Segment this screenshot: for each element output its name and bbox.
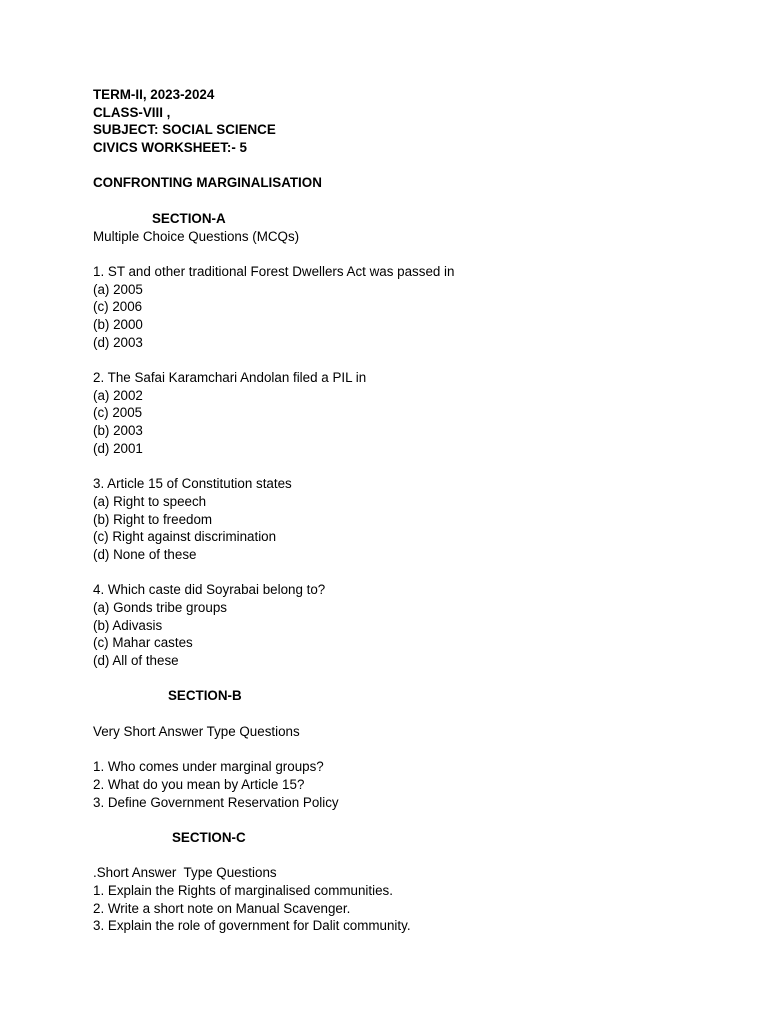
section-b-heading: SECTION-B: [168, 688, 242, 704]
mcq-option: (c) 2006: [93, 299, 143, 315]
mcq-option: (b) Adivasis: [93, 617, 163, 633]
spacer: [93, 192, 713, 210]
spacer: [93, 670, 713, 688]
mcq-option: (d) All of these: [93, 653, 179, 668]
short-question: 3. Define Government Reservation Policy: [93, 794, 339, 810]
mcq-option: (a) 2002: [93, 387, 143, 403]
spacer: [93, 157, 713, 175]
spacer: [93, 564, 713, 582]
spacer: [93, 811, 713, 829]
class-heading: CLASS-VIII ,: [93, 104, 171, 120]
short-answer-question: 3. Explain the role of government for Dalit community.: [93, 918, 411, 934]
mcq-option: (d) 2001: [93, 440, 143, 456]
spacer: [93, 705, 713, 723]
short-answer-question: 1. Explain the Rights of marginalised communities.: [93, 882, 393, 898]
mcq-option: (c) Right against discrimination: [93, 529, 277, 545]
section-a-heading: SECTION-A: [152, 210, 226, 226]
short-question: 2. What do you mean by Article 15?: [93, 776, 305, 792]
mcq-option: (b) 2003: [93, 423, 143, 439]
worksheet-page: [93, 86, 713, 935]
worksheet-heading: CIVICS WORKSHEET:- 5: [93, 140, 248, 156]
mcq-option: (c) 2005: [93, 405, 143, 421]
mcq-option: (a) Gonds tribe groups: [93, 599, 227, 615]
mcq-question: 1. ST and other traditional Forest Dwellers Act was passed in: [93, 263, 455, 279]
mcq-question: 3. Article 15 of Constitution states: [93, 476, 292, 492]
mcq-option: (d) None of these: [93, 546, 197, 562]
mcq-option: (b) Right to freedom: [93, 511, 213, 527]
section-c-heading: SECTION-C: [172, 829, 246, 845]
mcq-option: (a) Right to speech: [93, 493, 207, 509]
term-heading: TERM-II, 2023-2024: [93, 87, 215, 102]
mcq-option: (d) 2003: [93, 334, 143, 350]
short-answer-question: 2. Write a short note on Manual Scavenger.: [93, 900, 351, 916]
section-c-subtitle: .Short Answer Type Questions: [93, 865, 277, 881]
spacer: [93, 351, 713, 369]
spacer: [93, 740, 713, 758]
mcq-question: 2. The Safai Karamchari Andolan filed a PIL in: [93, 370, 367, 385]
spacer: [93, 245, 713, 263]
mcq-option: (b) 2000: [93, 316, 143, 332]
mcq-option: (a) 2005: [93, 281, 143, 297]
mcq-question: 4. Which caste did Soyrabai belong to?: [93, 582, 326, 598]
mcq-option: (c) Mahar castes: [93, 635, 193, 651]
spacer: [93, 457, 713, 475]
section-a-subtitle: Multiple Choice Questions (MCQs): [93, 228, 300, 244]
short-question: 1. Who comes under marginal groups?: [93, 759, 324, 775]
chapter-title: CONFRONTING MARGINALISATION: [93, 175, 322, 191]
subject-heading: SUBJECT: SOCIAL SCIENCE: [93, 122, 276, 138]
section-b-subtitle: Very Short Answer Type Questions: [93, 723, 300, 739]
spacer: [93, 847, 713, 865]
